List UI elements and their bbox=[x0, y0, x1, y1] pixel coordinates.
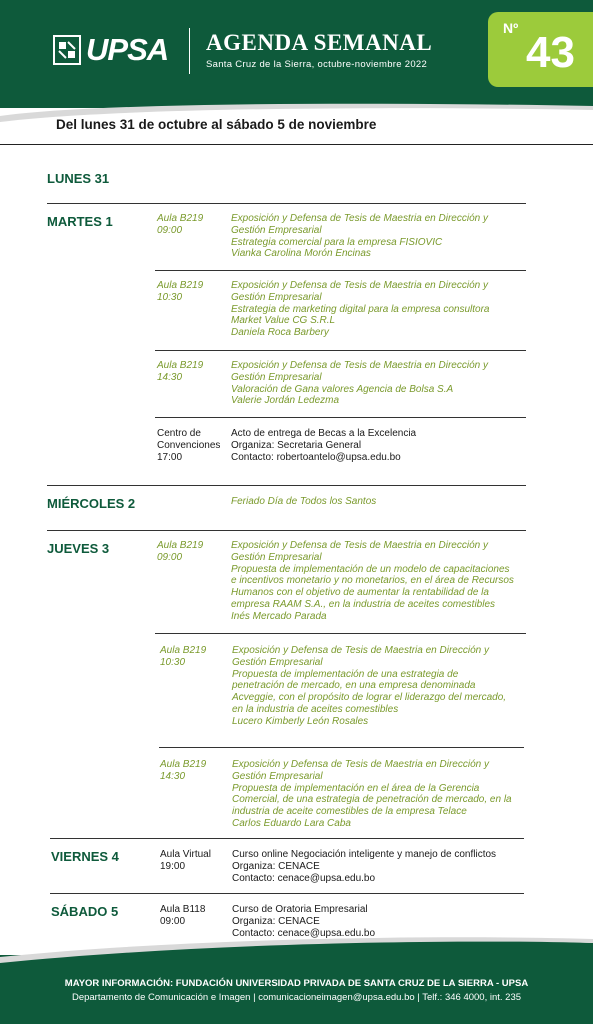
event-line: Organiza: CENACE bbox=[232, 860, 320, 872]
divider bbox=[155, 633, 526, 634]
divider bbox=[159, 747, 524, 748]
event-details bbox=[231, 213, 488, 260]
divider bbox=[47, 203, 526, 204]
event-line: Lucero Kimberly León Rosales bbox=[232, 715, 369, 727]
event-line: Contacto: cenace@upsa.edu.bo bbox=[232, 872, 376, 884]
event-line: Exposición y Defensa de Tesis de Maestria en Dirección y bbox=[231, 540, 488, 551]
divider bbox=[155, 350, 526, 351]
logo-text: UPSA bbox=[86, 32, 169, 67]
event-line: Gestión Empresarial bbox=[231, 224, 322, 236]
event-line: Comercial, de una estrategia de penetración de mercado, en la bbox=[232, 794, 512, 806]
date-range: Del lunes 31 de octubre al sábado 5 de noviembre bbox=[56, 117, 377, 132]
event-line: Organiza: CENACE bbox=[232, 915, 320, 927]
divider bbox=[155, 270, 526, 271]
event-line: Valerie Jordán Ledezma bbox=[231, 395, 340, 407]
event-details bbox=[232, 759, 512, 830]
event-location: Aula B219 10:30 bbox=[157, 280, 204, 303]
event-line: Curso de Oratoria Empresarial bbox=[232, 904, 368, 915]
footer-contact: Departamento de Comunicación e Imagen | comunicacioneimagen@upsa.edu.bo | Telf.: 346 4000, int. 235 bbox=[71, 992, 522, 1003]
event-line: Exposición y Defensa de Tesis de Maestria en Dirección y bbox=[231, 280, 488, 291]
footer-curve bbox=[0, 935, 593, 965]
event-line: Humanos con el objetivo de aumentar la rentabilidad de la bbox=[231, 587, 489, 599]
page-subtitle: Santa Cruz de la Sierra, octubre-noviembre 2022 bbox=[206, 59, 428, 70]
event-details bbox=[231, 540, 514, 623]
event-location: Centro de Convenciones 17:00 bbox=[157, 428, 221, 463]
event-line: Gestión Empresarial bbox=[231, 371, 322, 383]
divider bbox=[47, 530, 526, 531]
event-details bbox=[231, 428, 416, 463]
page-title: AGENDA SEMANAL bbox=[206, 30, 433, 55]
event-location: Aula B219 14:30 bbox=[160, 759, 207, 782]
event-line: Gestión Empresarial bbox=[231, 551, 322, 563]
day-heading-jueves: JUEVES 3 bbox=[47, 541, 110, 556]
event-line: Inés Mercado Parada bbox=[231, 610, 327, 622]
event-line: Gestión Empresarial bbox=[232, 770, 323, 782]
event-line: Exposición y Defensa de Tesis de Maestria en Dirección y bbox=[231, 360, 488, 371]
event-line: Vianka Carolina Morón Encinas bbox=[231, 248, 371, 260]
event-line: Carlos Eduardo Lara Caba bbox=[232, 817, 351, 829]
event-line: Contacto: robertoantelo@upsa.edu.bo bbox=[231, 451, 401, 463]
event-details bbox=[231, 496, 376, 508]
divider bbox=[155, 417, 526, 418]
event-location: Aula B219 09:00 bbox=[157, 540, 204, 563]
divider bbox=[47, 485, 526, 486]
event-location: Aula B219 14:30 bbox=[157, 360, 204, 383]
day-heading-sabado: SÁBADO 5 bbox=[51, 904, 119, 919]
event-details bbox=[231, 280, 489, 339]
event-line: Gestión Empresarial bbox=[232, 656, 323, 668]
event-line: industria de aceite comestibles de la empresa Telace bbox=[232, 806, 467, 818]
day-heading-lunes: LUNES 31 bbox=[47, 171, 110, 186]
event-line: Propuesta de implementación en el área de la Gerencia bbox=[232, 782, 480, 794]
event-location: Aula B219 10:30 bbox=[160, 645, 207, 668]
event-line: Estrategia de marketing digital para la empresa consultora bbox=[231, 303, 490, 315]
event-line: empresa RAAM S.A., en la industria de aceites comestibles bbox=[231, 598, 496, 610]
event-details bbox=[232, 645, 506, 728]
divider bbox=[50, 893, 524, 894]
event-details bbox=[232, 849, 496, 884]
event-line: e incentivos monetario y no monetarios, en el área de Recursos bbox=[231, 575, 514, 587]
event-line: Exposición y Defensa de Tesis de Maestria en Dirección y bbox=[231, 213, 488, 224]
divider bbox=[50, 838, 524, 839]
divider bbox=[0, 144, 593, 145]
event-details bbox=[231, 360, 488, 407]
upsa-logo-icon bbox=[52, 34, 82, 66]
event-line: Curso online Negociación inteligente y manejo de conflictos bbox=[232, 849, 497, 860]
event-line: penetración de mercado, en una empresa denominada bbox=[232, 680, 476, 692]
event-location: Aula Virtual 19:00 bbox=[160, 849, 211, 872]
event-location: Aula B118 09:00 bbox=[160, 904, 206, 927]
event-line: Daniela Roca Barbery bbox=[231, 327, 329, 339]
header-divider bbox=[189, 28, 190, 74]
event-line: Estrategia comercial para la empresa FISIOVIC bbox=[231, 236, 443, 248]
day-heading-miercoles: MIÉRCOLES 2 bbox=[47, 496, 136, 511]
day-heading-martes: MARTES 1 bbox=[47, 214, 113, 229]
footer-info: MAYOR INFORMACIÓN: FUNDACIÓN UNIVERSIDAD PRIVADA DE SANTA CRUZ DE LA SIERRA - UPSA bbox=[64, 978, 529, 989]
event-line: Acto de entrega de Becas a la Excelencia bbox=[231, 428, 417, 439]
event-line: en la industria de aceites comestibles bbox=[232, 703, 399, 715]
event-line: Exposición y Defensa de Tesis de Maestria en Dirección y bbox=[232, 645, 489, 656]
event-line: Market Value CG S.R.L bbox=[231, 315, 336, 327]
event-location: Aula B219 09:00 bbox=[157, 213, 204, 236]
event-line: Acveggie, con el propósito de lograr el liderazgo del mercado, bbox=[232, 692, 507, 704]
issue-label: Nº bbox=[503, 20, 519, 36]
event-line: Gestión Empresarial bbox=[231, 291, 322, 303]
event-line: Propuesta de implementación de una estrategia de bbox=[232, 668, 459, 680]
issue-number: 43 bbox=[526, 28, 575, 77]
event-line: Organiza: Secretaria General bbox=[231, 439, 362, 451]
event-line: Propuesta de implementación de un modelo de capacitaciones bbox=[231, 563, 510, 575]
day-heading-viernes: VIERNES 4 bbox=[51, 849, 119, 864]
footer-banner bbox=[0, 955, 593, 1024]
event-line: Valoración de Gana valores Agencia de Bolsa S.A bbox=[231, 383, 454, 395]
event-line: Feriado Día de Todos los Santos bbox=[231, 496, 377, 507]
event-line: Exposición y Defensa de Tesis de Maestria en Dirección y bbox=[232, 759, 489, 770]
event-line: Contacto: cenace@upsa.edu.bo bbox=[232, 927, 376, 939]
